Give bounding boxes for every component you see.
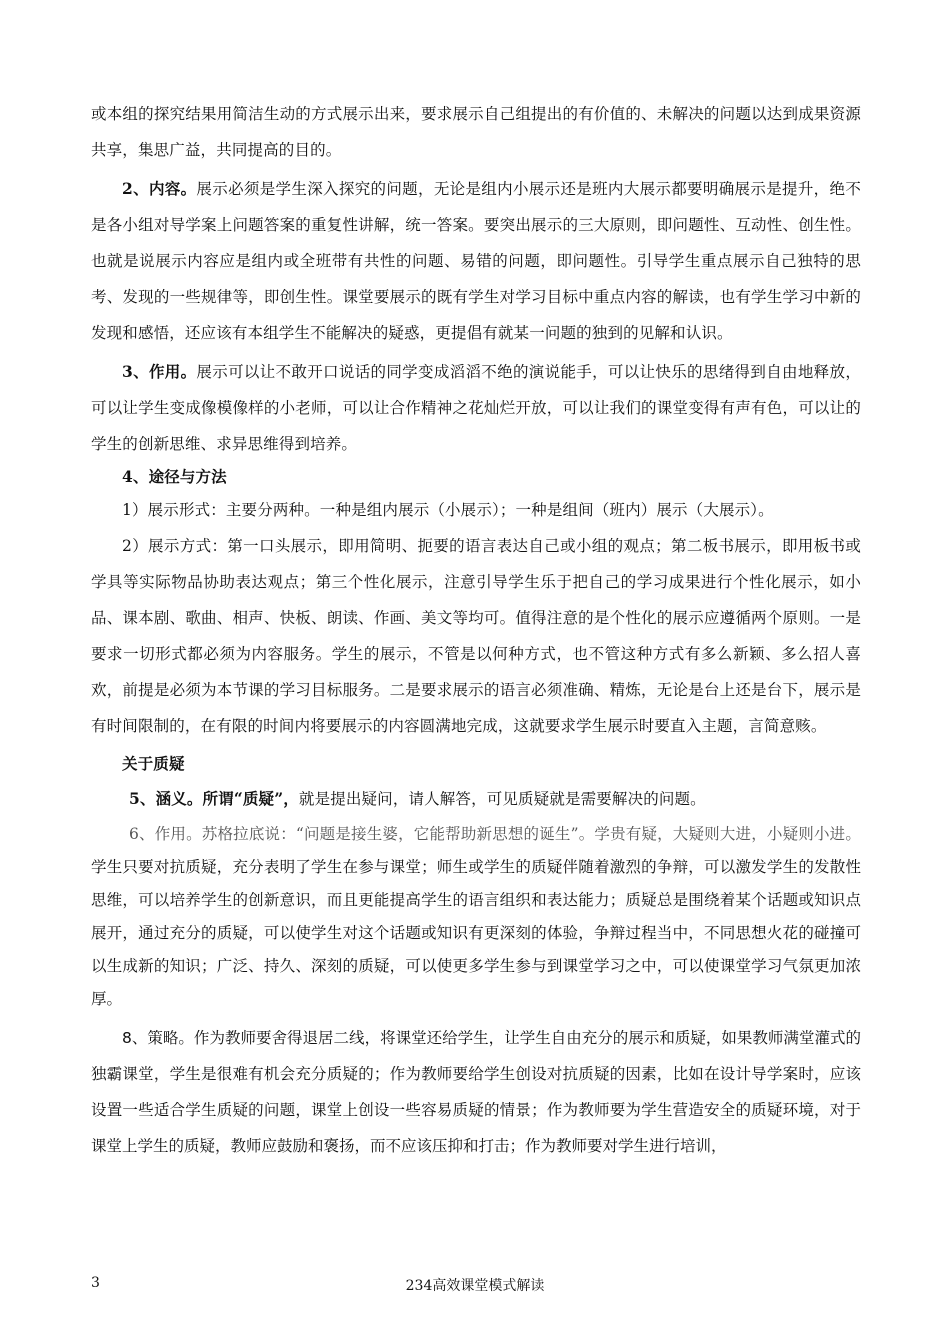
paragraph-intro-continuation: 或本组的探究结果用简洁生动的方式展示出来，要求展示自己组提出的有价值的、未解决的问题以达到成果资源共享，集思广益，共同提高的目的。 — [91, 105, 861, 159]
meaning-text: 就是提出疑问，请人解答，可见质疑就是需要解决的问题。 — [298, 790, 706, 808]
heading-function: 3、作用。 — [122, 362, 197, 381]
paragraph-questioning-function — [91, 818, 861, 1016]
function-text: 展示可以让不敢开口说话的同学变成滔滔不绝的演说能手，可以让快乐的思绪得到自由地释放，可以让学生变成像模像样的小老师，可以让合作精神之花灿烂开放，可以让我们的课堂变得有声有色，可以让的学生的创新思维、求异思维得到培养。 — [91, 363, 861, 453]
paragraph-content — [91, 171, 861, 351]
page-number: 3 — [91, 1275, 100, 1291]
page-body — [91, 96, 861, 1164]
paragraph-strategy: 8、策略。作为教师要舍得退居二线，将课堂还给学生，让学生自由充分的展示和质疑，如果教师满堂灌式的独霸课堂，学生是很难有机会充分质疑的；作为教师要给学生创设对抗质疑的因素，比如在设计导学案时，应该设置一些适合学生质疑的问题，课堂上创设一些容易质疑的情景；作为教师要为学生营造安全的质疑环境，对于课堂上学生的质疑，教师应鼓励和褒扬，而不应该压抑和打击；作为教师要对学生进行培训， — [91, 1029, 861, 1155]
paragraph-display-method: 2）展示方式：第一口头展示，即用简明、扼要的语言表达自己或小组的观点；第二板书展示，即用板书或学具等实际物品协助表达观点；第三个性化展示，注意引导学生乐于把自己的学习成果进行个性化展示，如小品、课本剧、歌曲、相声、快板、朗读、作画、美文等均可。值得注意的是个性化的展示应遵循两个原则。一是要求一切形式都必须为内容服务。学生的展示，不管是以何种方式，也不管这种方式有多么新颖、多么招人喜欢，前提是必须为本节课的学习目标服务。二是要求展示的语言必须准确、精炼，无论是台上还是台下，展示是有时间限制的，在有限的时间内将要展示的内容圆满地完成，这就要求学生展示时要直入主题，言简意赅。 — [91, 537, 861, 735]
heading-approach: 4、途径与方法 — [122, 467, 227, 486]
content-text: 展示必须是学生深入探究的问题，无论是组内小展示还是班内大展示都要明确展示是提升，绝不是各小组对导学案上问题答案的重复性讲解，统一答案。要突出展示的三大原则，即问题性、互动性、创生性。也就是说展示内容应是组内或全班带有共性的问题、易错的问题，即问题性。引导学生重点展示自己独特的思考、发现的一些规律等，即创生性。课堂要展示的既有学生对学习目标中重点内容的解读，也有学生学习中新的发现和感悟，还应该有本组学生不能解决的疑惑，更提倡有就某一问题的独到的见解和认识。 — [91, 180, 861, 342]
paragraph-function — [91, 354, 861, 462]
heading-questioning: 关于质疑 — [122, 754, 185, 773]
paragraph-display-form: 1）展示形式：主要分两种。一种是组内展示（小展示）；一种是组间（班内）展示（大展示）。 — [122, 501, 774, 519]
footer-title: 234高效课堂模式解读 — [405, 1278, 545, 1294]
socrates-quote: 苏格拉底说：“问题是接生婆，它能帮助新思想的诞生”。学贵有疑，大疑则大进，小疑则小进。 — [201, 825, 861, 843]
questioning-function-text: 学生只要对抗质疑，充分表明了学生在参与课堂；师生或学生的质疑伴随着激烈的争辩，可以激发学生的发散性思维，可以培养学生的创新意识，而且更能提高学生的语言组织和表达能力；质疑总是围绕着某个话题或知识点展开，通过充分的质疑，可以使学生对这个话题或知识有更深刻的体验，争辩过程当中，不同思想火花的碰撞可以生成新的知识；广泛、持久、深刻的质疑，可以使更多学生参与到课堂学习之中，可以使课堂学习气氛更加浓厚。 — [91, 858, 861, 1008]
paragraph-meaning — [91, 784, 861, 814]
heading-content: 2、内容。 — [122, 179, 197, 198]
heading-meaning: 5、涵义。所谓“质疑”， — [129, 789, 299, 808]
heading-questioning-function: 6、作用。 — [129, 825, 202, 843]
